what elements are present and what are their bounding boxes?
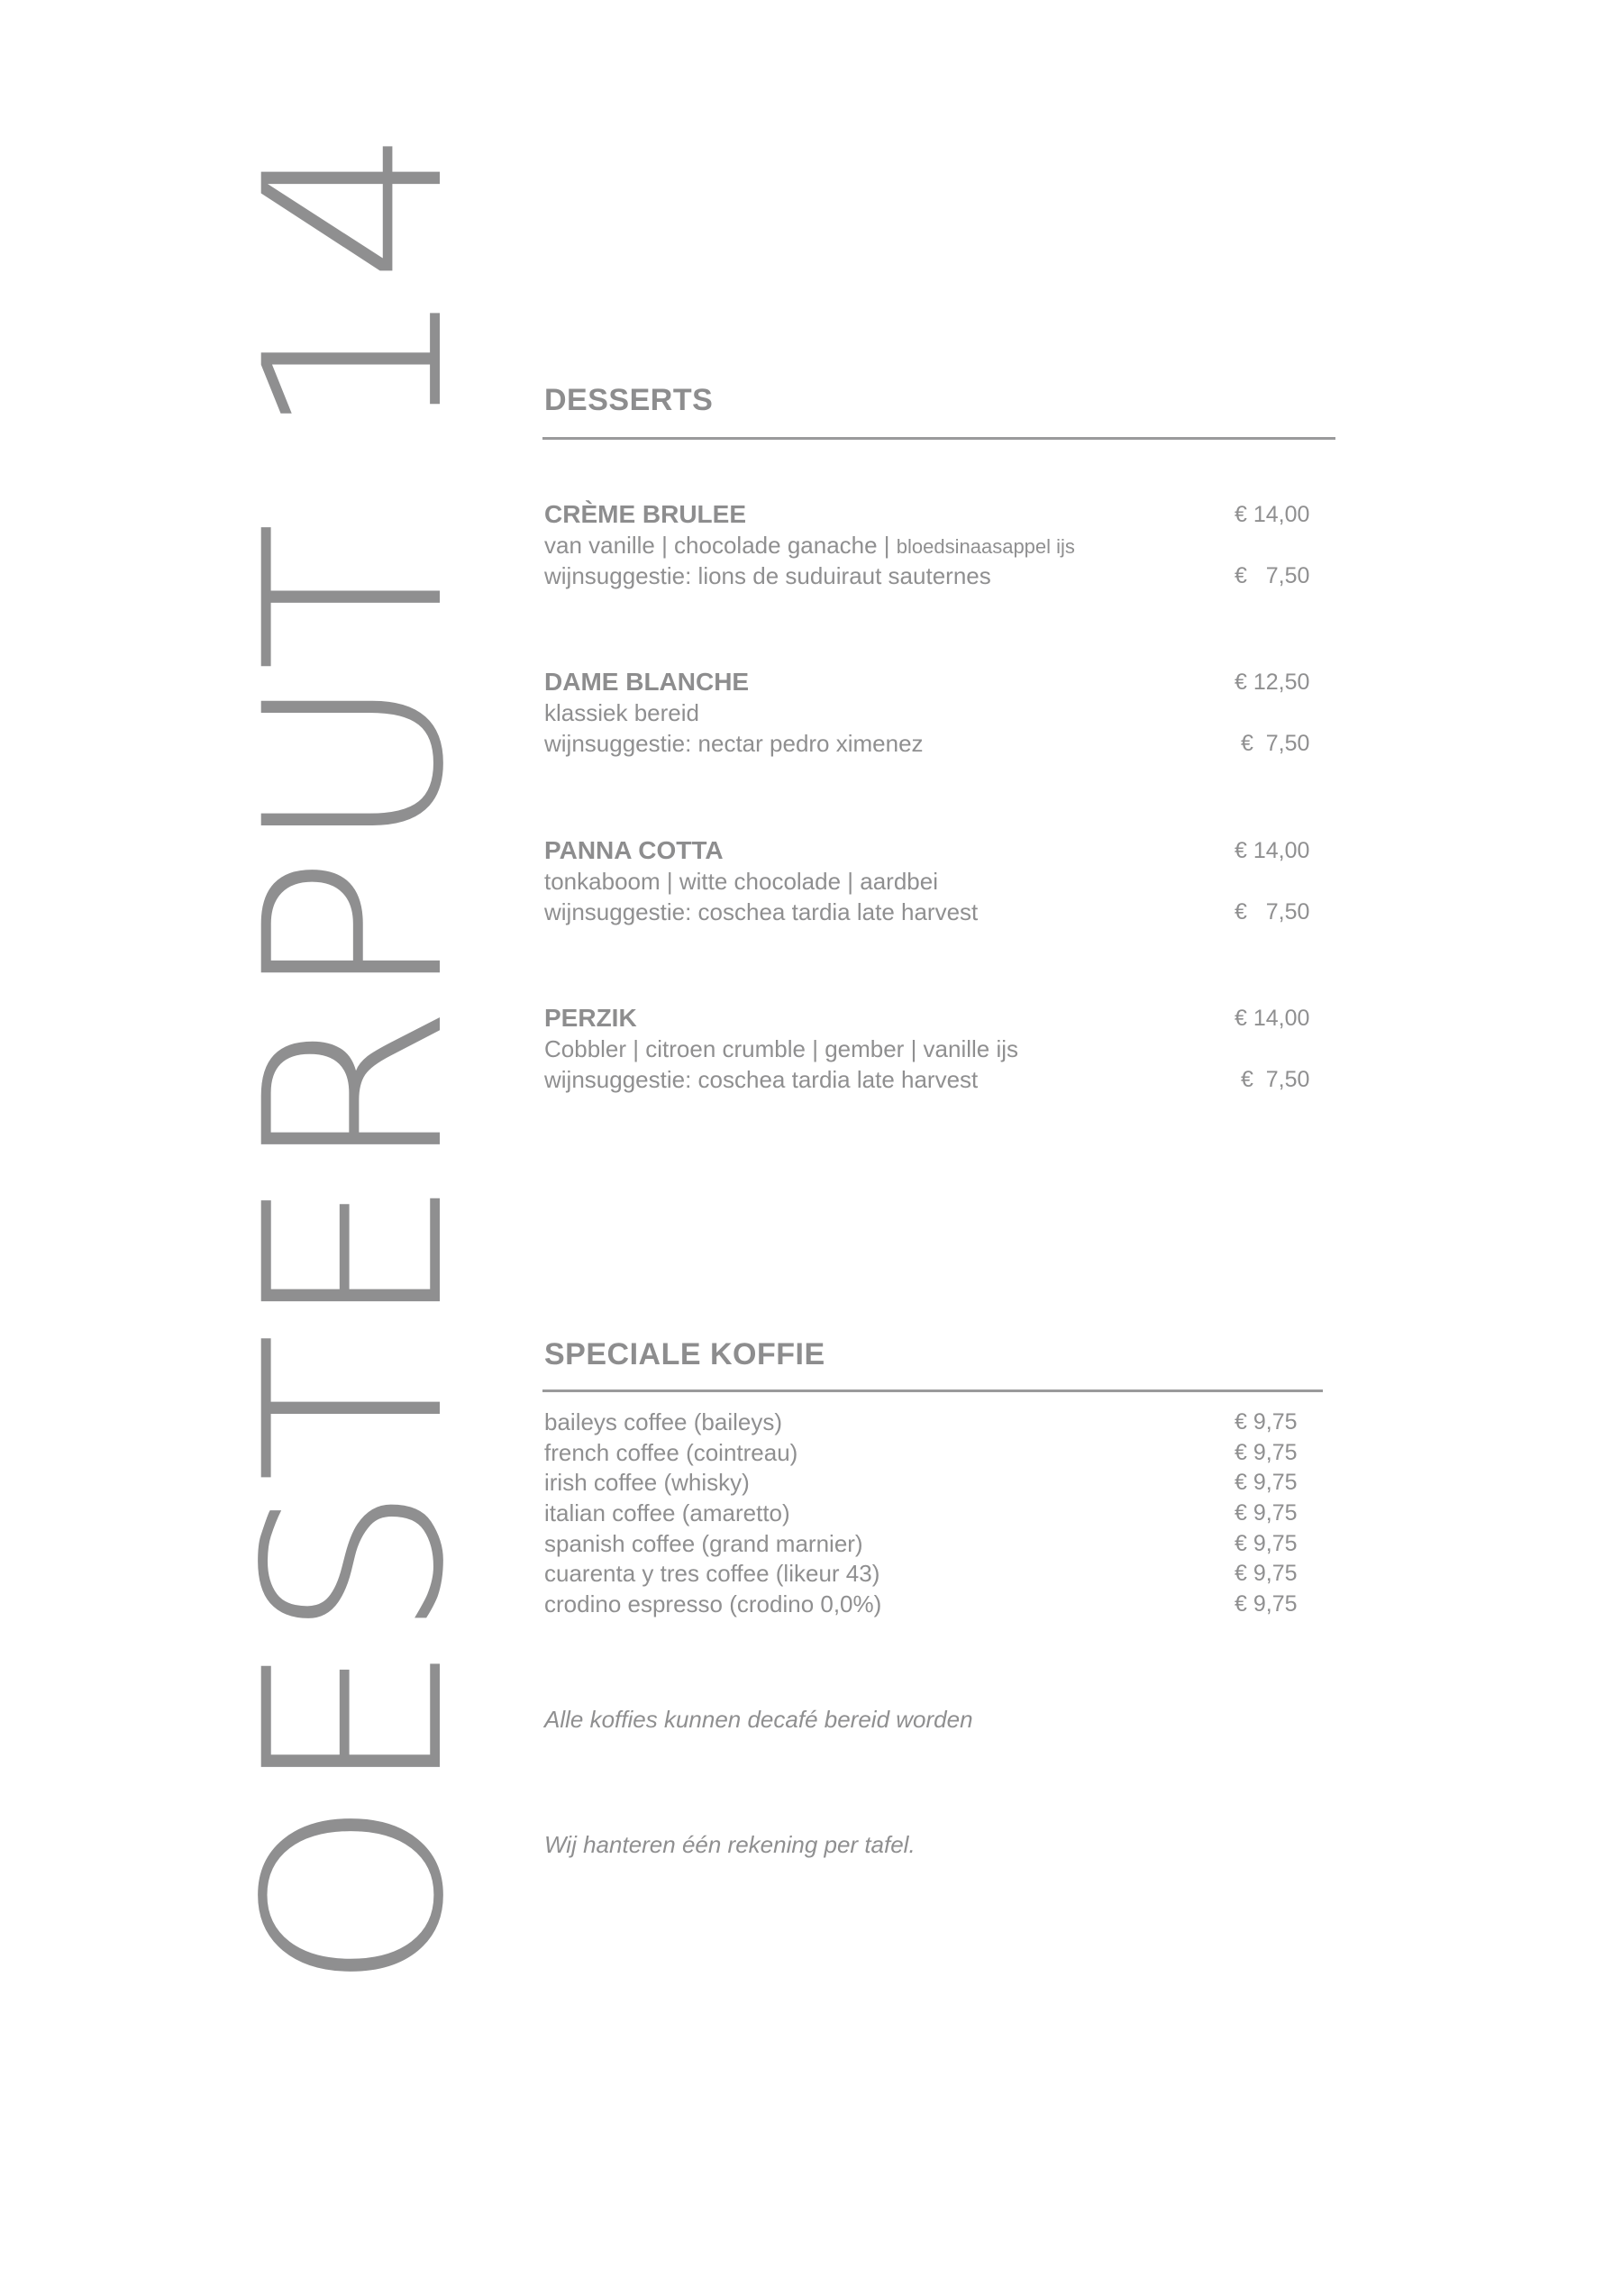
dish-price: € 12,50 [1235, 670, 1310, 695]
wine-suggestion: wijnsuggestie: coschea tardia late harvest [544, 1066, 979, 1093]
dish-name: PERZIK [544, 1004, 637, 1032]
list-item [544, 1408, 1319, 1438]
dish-description: klassiek bereid [544, 699, 699, 726]
wine-price: € 7,50 [1235, 1067, 1310, 1092]
coffee-price: € 9,75 [1235, 1439, 1298, 1465]
coffee-price: € 9,75 [1235, 1500, 1298, 1526]
wine-suggestion: wijnsuggestie: nectar pedro ximenez [544, 730, 924, 757]
coffee-name: french coffee (cointreau) [544, 1438, 798, 1466]
coffee-title: SPECIALE KOFFIE [544, 1337, 825, 1371]
dish-description: tonkaboom | witte chocolade | aardbei [544, 868, 938, 895]
dish-dame-blanche [544, 667, 1319, 759]
dish-perzik [544, 1003, 1319, 1095]
decaf-note: Alle koffies kunnen decafé bereid worden [544, 1706, 973, 1733]
wine-price: € 7,50 [1235, 731, 1310, 756]
coffee-price: € 9,75 [1235, 1591, 1298, 1617]
desserts-divider [542, 437, 1335, 440]
desserts-title: DESSERTS [544, 383, 714, 417]
dish-description: van vanille | chocolade ganache | bloedsinaasappel ijs [544, 532, 1075, 559]
coffee-name: spanish coffee (grand marnier) [544, 1529, 863, 1557]
dish-name: CRÈME BRULEE [544, 500, 747, 528]
list-item [544, 1529, 1319, 1560]
dish-name: PANNA COTTA [544, 836, 724, 864]
dish-description-small: bloedsinaasappel ijs [896, 535, 1075, 558]
list-item [544, 1499, 1319, 1529]
coffee-name: irish coffee (whisky) [544, 1469, 750, 1497]
dish-description: Cobbler | citroen crumble | gember | vanille ijs [544, 1035, 1019, 1062]
dish-name: DAME BLANCHE [544, 668, 750, 696]
dish-price: € 14,00 [1235, 1006, 1310, 1031]
dish-price: € 14,00 [1235, 838, 1310, 863]
coffee-price: € 9,75 [1235, 1470, 1298, 1496]
coffee-divider [542, 1389, 1323, 1392]
wine-suggestion: wijnsuggestie: coschea tardia late harvest [544, 898, 979, 925]
dish-creme-brulee [544, 499, 1319, 591]
list-item [544, 1438, 1319, 1469]
list-item [544, 1559, 1319, 1590]
coffee-price: € 9,75 [1235, 1530, 1298, 1556]
coffee-list [544, 1408, 1319, 1620]
coffee-price: € 9,75 [1235, 1561, 1298, 1587]
wine-price: € 7,50 [1235, 899, 1310, 925]
wine-price: € 7,50 [1235, 563, 1310, 588]
coffee-price: € 9,75 [1235, 1409, 1298, 1435]
coffee-name: crodino espresso (crodino 0,0%) [544, 1590, 882, 1618]
dish-price: € 14,00 [1235, 502, 1310, 527]
bill-note: Wij hanteren één rekening per tafel. [544, 1831, 916, 1858]
list-item [544, 1590, 1319, 1620]
wine-suggestion: wijnsuggestie: lions de suduiraut sauternes [544, 562, 991, 589]
list-item [544, 1468, 1319, 1499]
coffee-name: cuarenta y tres coffee (likeur 43) [544, 1560, 880, 1588]
coffee-name: italian coffee (amaretto) [544, 1499, 790, 1527]
dish-panna-cotta [544, 835, 1319, 927]
coffee-name: baileys coffee (baileys) [544, 1408, 782, 1435]
brand-logo: OESTERPUT 14 [214, 124, 498, 1991]
